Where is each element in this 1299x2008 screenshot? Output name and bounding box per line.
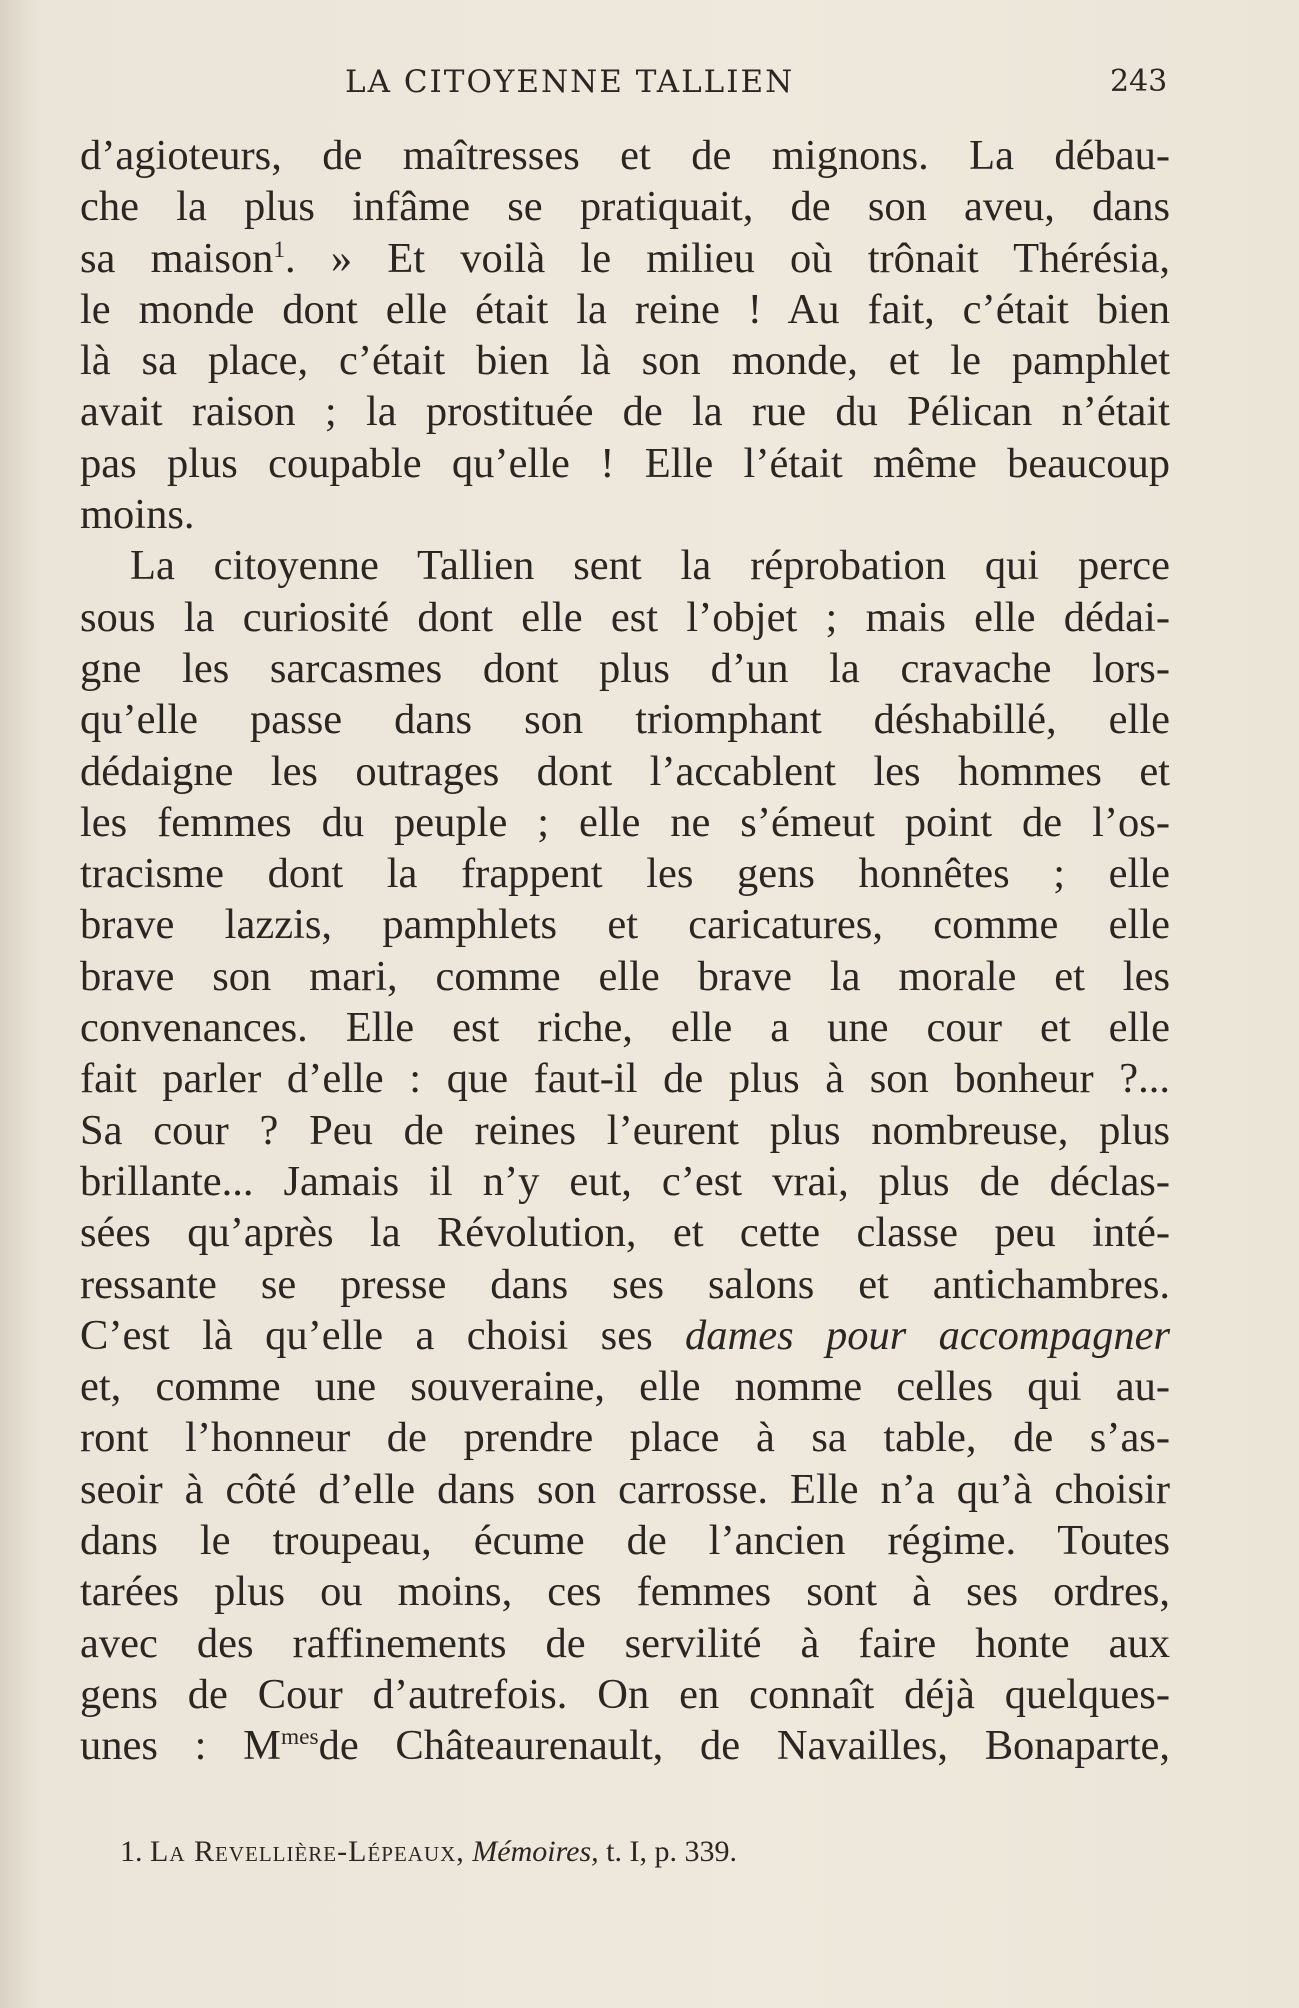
text-line: seoir à côté d’elle dans son carrosse. Elle n’a qu’à choisir (80, 1465, 1170, 1513)
text-line: dédaigne les outrages dont l’accablent les hommes et (80, 747, 1170, 795)
abbreviation-superscript: mes (280, 1724, 319, 1751)
text-line (80, 1310, 1170, 1361)
text-line: gens de Cour d’autrefois. On en connaît déjà quelques- (80, 1670, 1170, 1718)
page-number: 243 (1110, 64, 1168, 99)
text-line: convenances. Elle est riche, elle a une cour et elle (80, 1004, 1170, 1052)
text-line: les femmes du peuple ; elle ne s’émeut point de l’os- (80, 798, 1170, 846)
text-segment: . » Et voilà le milieu où trônait Thérésia, (285, 234, 1170, 282)
footnote-number: 1. (120, 1835, 143, 1868)
text-segment: C’est là qu’elle a choisi ses (80, 1311, 653, 1359)
text-line: brave son mari, comme elle brave la morale et les (80, 952, 1170, 1000)
text-line: pas plus coupable qu’elle ! Elle l’était même beaucoup (80, 439, 1170, 487)
text-line: La citoyenne Tallien sent la réprobation qui perce (130, 542, 1170, 590)
text-line: le monde dont elle était la reine ! Au fait, c’était bien (80, 285, 1170, 333)
text-line: avec des raffinements de servilité à faire honte aux (80, 1619, 1170, 1667)
footnote-reference: 1 (273, 236, 286, 263)
text-line (80, 1720, 1170, 1771)
text-line: tarées plus ou moins, ces femmes sont à ses ordres, (80, 1568, 1170, 1616)
text-line: là sa place, c’était bien là son monde, et le pamphlet (80, 337, 1170, 385)
text-line: moins. (80, 491, 195, 539)
footnote-work: Mémoires, (472, 1835, 599, 1868)
text-segment: de Châteaurenault, de Navailles, Bonaparte, (318, 1722, 1170, 1770)
text-line: sous la curiosité dont elle est l’objet ; mais elle dédai- (80, 593, 1170, 641)
page-header (0, 60, 1299, 110)
text-line: brave lazzis, pamphlets et caricatures, comme elle (80, 901, 1170, 949)
footnote-ref: t. I, p. 339. (606, 1835, 737, 1868)
text-line: avait raison ; la prostituée de la rue du Pélican n’était (80, 388, 1170, 436)
body-text (80, 130, 1170, 1772)
text-line: tracisme dont la frappent les gens honnêtes ; elle (80, 850, 1170, 898)
text-line: et, comme une souveraine, elle nomme celles qui au- (80, 1363, 1170, 1411)
text-line: dans le troupeau, écume de l’ancien régime. Toutes (80, 1517, 1170, 1565)
text-line: qu’elle passe dans son triomphant déshabillé, elle (80, 696, 1170, 744)
italic-phrase: dames pour accompagner (685, 1311, 1171, 1359)
text-line: d’agioteurs, de maîtresses et de mignons. La débau- (80, 132, 1170, 179)
text-segment: unes : M (80, 1722, 281, 1770)
text-segment: sa maison (80, 234, 274, 282)
text-line: gne les sarcasmes dont plus d’un la cravache lors- (80, 644, 1170, 692)
text-line: Sa cour ? Peu de reines l’eurent plus nombreuse, plus (80, 1106, 1170, 1154)
text-line: brillante... Jamais il n’y eut, c’est vrai, plus de déclas- (80, 1157, 1170, 1205)
text-line (80, 233, 1170, 284)
footnote (120, 1835, 1180, 1869)
text-line: che la plus infâme se pratiquait, de son aveu, dans (80, 183, 1170, 231)
text-line: sées qu’après la Révolution, et cette classe peu inté- (80, 1209, 1170, 1257)
running-title: LA CITOYENNE TALLIEN (345, 64, 795, 100)
text-line: ront l’honneur de prendre place à sa table, de s’as- (80, 1414, 1170, 1462)
text-line: ressante se presse dans ses salons et antichambres. (80, 1260, 1170, 1308)
text-line: fait parler d’elle : que faut-il de plus à son bonheur ?... (80, 1055, 1170, 1103)
footnote-author: La Revellière-Lépeaux, (150, 1835, 465, 1868)
